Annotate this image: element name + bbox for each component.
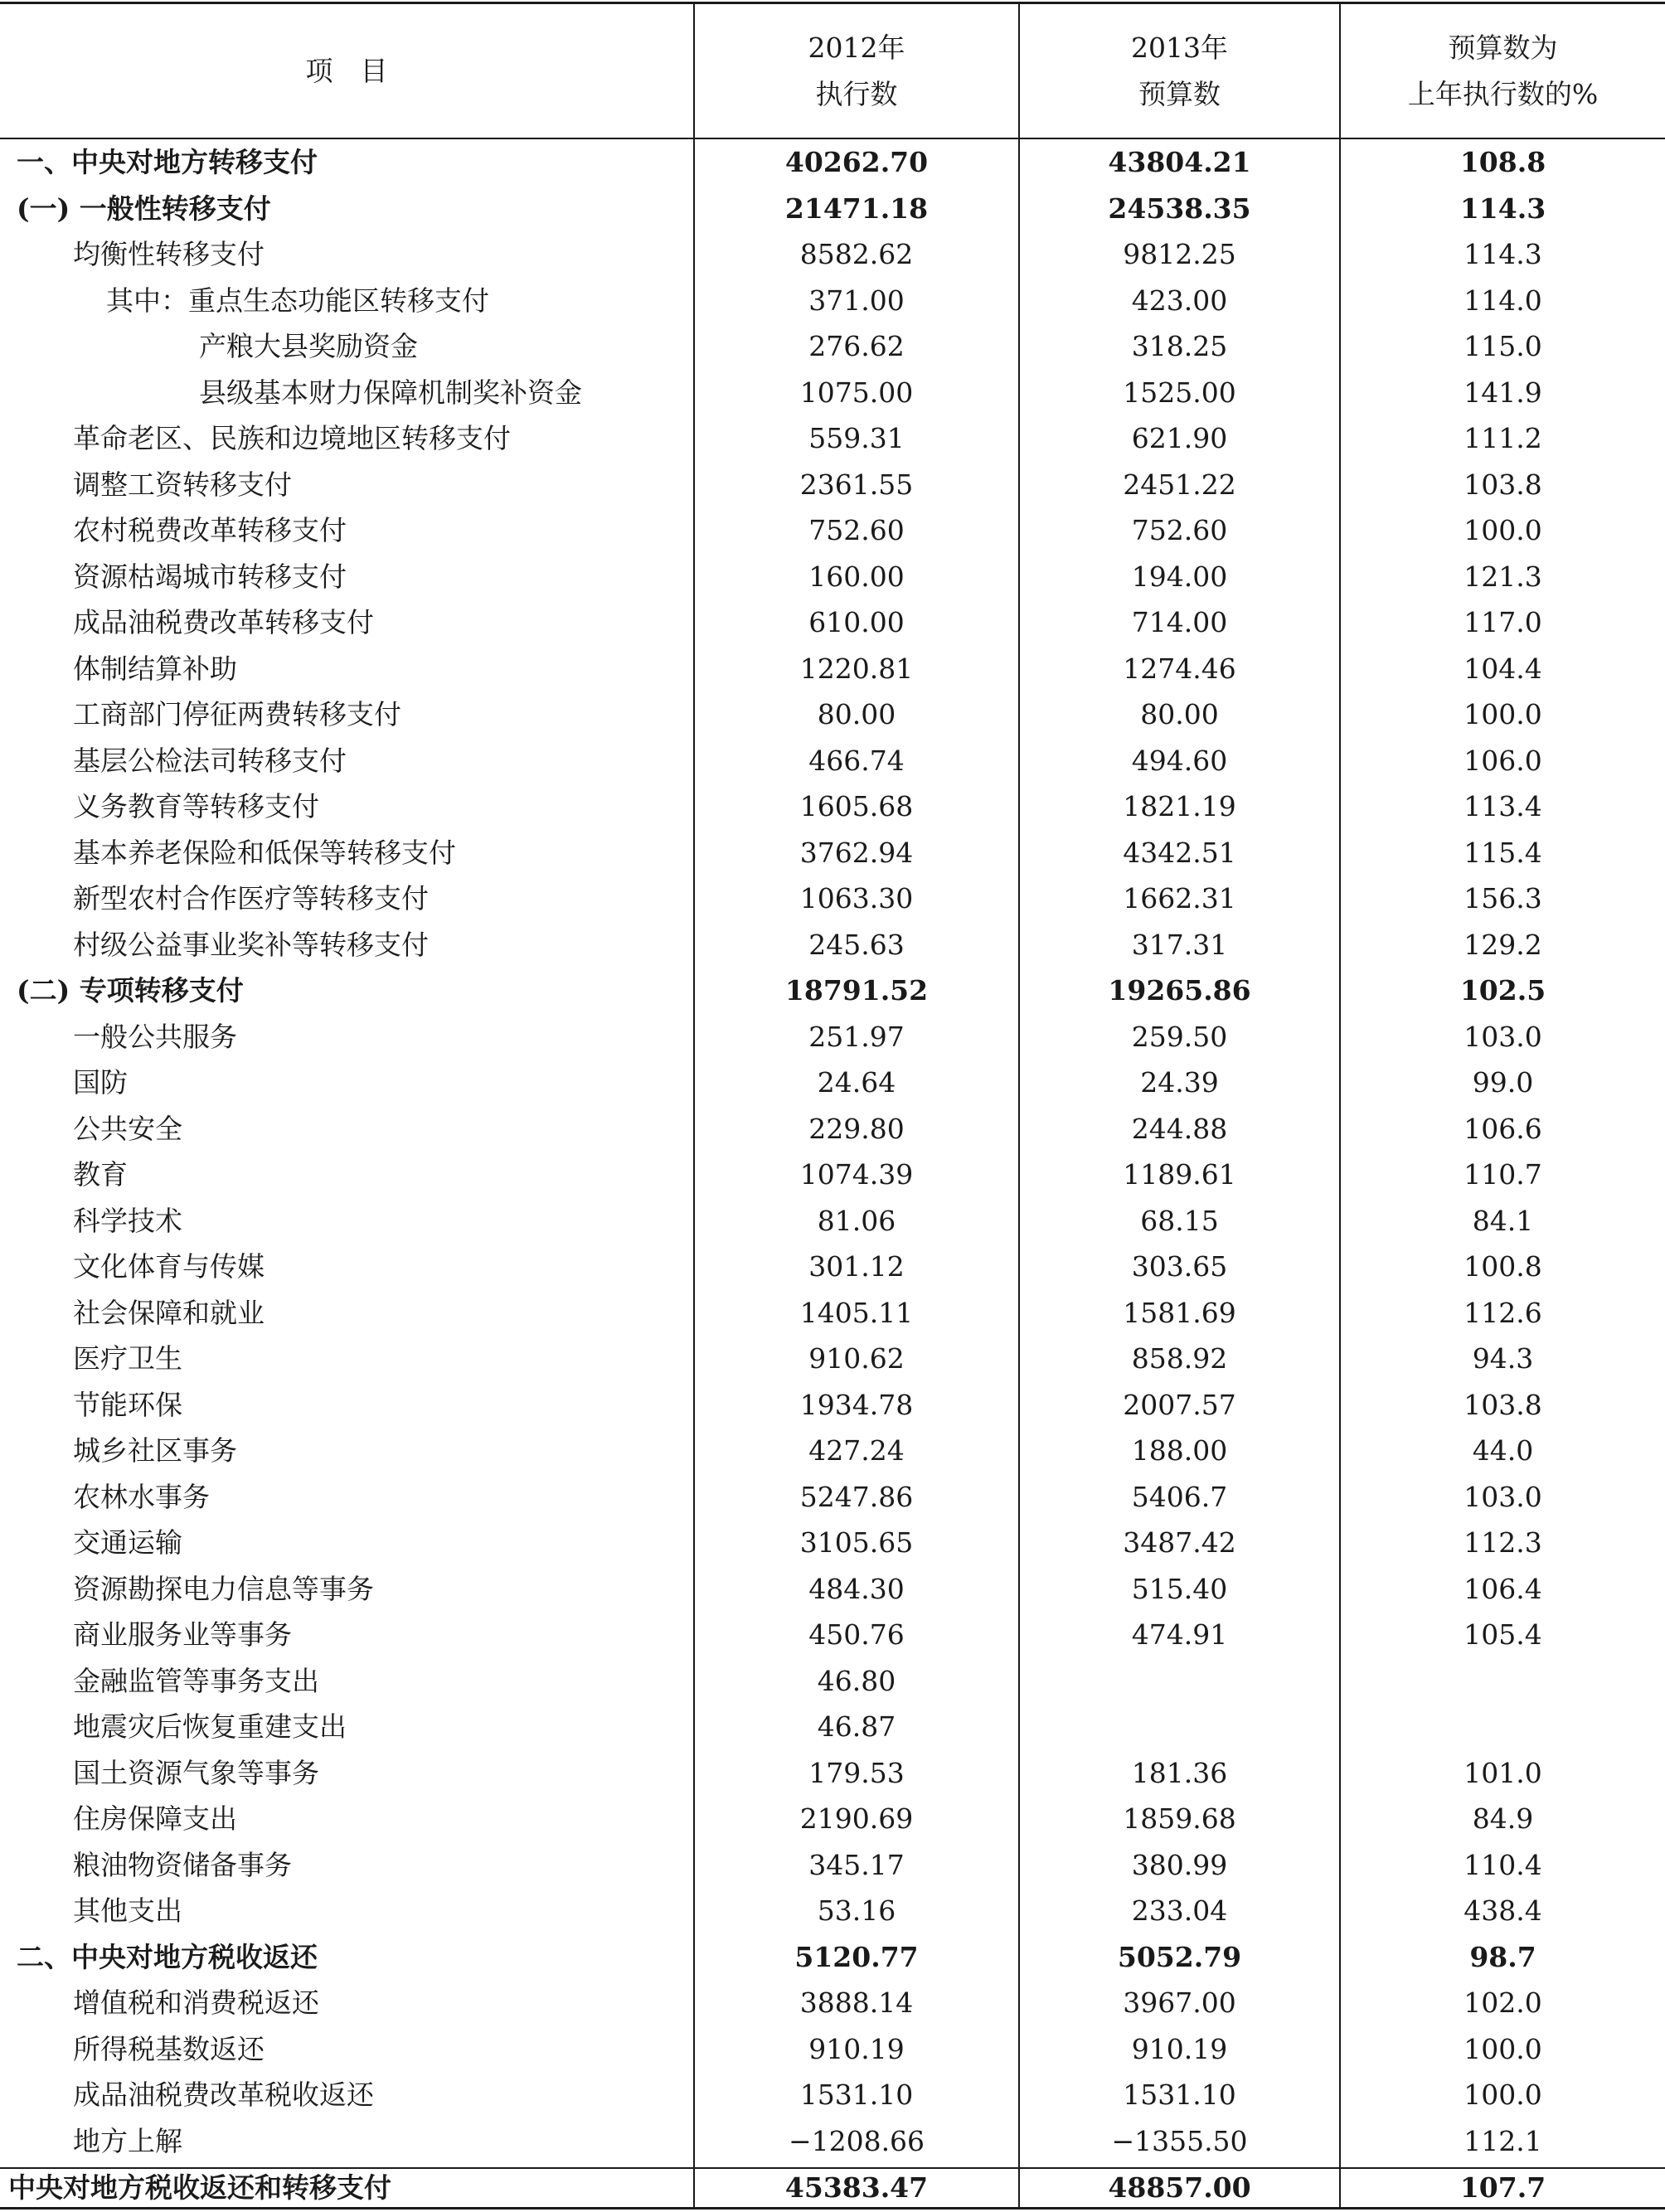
row-2013-value: 9812.25 [1123,238,1236,270]
table-row [0,323,1665,370]
row-percent: 106.6 [1464,1112,1542,1145]
row-2013-value: 494.60 [1131,744,1228,777]
row-label: 商业服务业等事务 [73,1618,292,1651]
row-2013-value: 752.60 [1131,514,1228,546]
row-label: 村级公益事业奖补等转移支付 [73,928,429,961]
table-row [0,968,1665,1014]
row-2013-value: 1581.69 [1123,1296,1236,1329]
row-label: 粮油物资储备事务 [73,1848,292,1881]
total-label: 中央对地方税收返还和转移支付 [8,2171,391,2204]
row-label: 均衡性转移支付 [73,238,265,270]
row-2012-value: 251.97 [808,1020,905,1053]
row-label: 成品油税费改革税收返还 [73,2079,374,2111]
row-percent: 102.5 [1459,974,1546,1007]
row-2012-value: 245.63 [808,928,905,961]
row-percent: 108.8 [1459,146,1546,178]
row-label: 调整工资转移支付 [73,468,292,501]
row-percent: 105.4 [1464,1618,1542,1651]
row-label: 交通运输 [73,1526,182,1559]
row-percent: 102.0 [1464,1986,1542,2019]
row-label: 国土资源气象等事务 [73,1756,319,1789]
row-label: 住房保障支出 [73,1802,237,1835]
table-row [0,139,1665,186]
row-label: 新型农村合作医疗等转移支付 [73,882,429,914]
row-percent: 84.9 [1472,1802,1534,1835]
row-percent: 100.0 [1464,514,1542,546]
total-2013: 48857.00 [1108,2171,1251,2204]
row-2013-value: 1859.68 [1123,1802,1236,1835]
row-label: 农村税费改革转移支付 [73,514,347,546]
row-2012-value: 276.62 [808,330,905,362]
row-label: 资源枯竭城市转移支付 [73,560,347,593]
row-2013-value: 1189.61 [1123,1158,1236,1191]
row-label: (二) 专项转移支付 [17,974,244,1007]
table-bottom-rule [0,2207,1665,2210]
table-row [0,1704,1665,1750]
table-row [0,507,1665,554]
row-2013-value: 1274.46 [1123,652,1236,685]
row-percent: 438.4 [1464,1894,1542,1927]
row-label: 资源勘探电力信息等事务 [73,1572,374,1605]
row-label: 体制结算补助 [73,652,237,685]
row-label: 科学技术 [73,1204,182,1237]
row-percent: 115.0 [1464,330,1542,362]
row-label: 其中：重点生态功能区转移支付 [106,284,489,317]
header-2012-year: 2012年 [808,31,905,64]
table-row [0,1152,1665,1198]
row-percent: 111.2 [1464,422,1542,454]
table-row [0,415,1665,462]
table-row [0,2072,1665,2118]
row-percent: 99.0 [1472,1066,1534,1099]
table-row [0,1474,1665,1521]
row-label: 一般公共服务 [73,1020,237,1053]
row-percent: 101.0 [1464,1756,1542,1789]
header-2012 [695,4,1018,138]
table-row [0,2118,1665,2165]
row-2012-value: 484.30 [808,1572,905,1605]
row-label: 义务教育等转移支付 [73,790,319,822]
row-2013-value: 5052.79 [1117,1940,1242,1973]
header-item-label: 项 目 [305,54,388,87]
row-percent: 103.0 [1464,1020,1542,1053]
row-percent: 121.3 [1464,560,1542,593]
table-row [0,1014,1665,1060]
row-2012-value: 1063.30 [799,882,914,914]
row-2013-value: 318.25 [1131,330,1228,362]
row-percent: 104.4 [1464,652,1542,685]
row-2012-value: 1074.39 [799,1158,914,1191]
row-label: 城乡社区事务 [73,1434,237,1467]
table-row [0,231,1665,278]
table-row [0,2026,1665,2073]
row-2013-value: 474.91 [1131,1618,1228,1651]
row-label: 增值税和消费税返还 [73,1986,319,2019]
row-2013-value: 259.50 [1131,1020,1228,1053]
table-row [0,1888,1665,1934]
row-2013-value: 68.15 [1140,1204,1219,1237]
row-2013-value: 4342.51 [1123,836,1236,869]
row-label: 其他支出 [73,1894,182,1927]
table-row [0,1060,1665,1106]
row-2013-value: 24538.35 [1108,192,1251,225]
row-2013-value: 188.00 [1131,1434,1228,1467]
row-label: 革命老区、民族和边境地区转移支付 [73,422,511,454]
header-percent-line2: 上年执行数的% [1407,77,1599,110]
row-percent [1341,1658,1665,1705]
row-percent: 110.4 [1464,1848,1542,1881]
table-row [0,1796,1665,1842]
row-label: 地震灾后恢复重建支出 [73,1710,347,1743]
row-2013-value: 910.19 [1131,2032,1228,2065]
row-2012-value: 5120.77 [794,1940,919,1973]
row-percent: 141.9 [1464,376,1542,409]
row-percent: 114.0 [1464,284,1542,317]
header-percent [1341,4,1665,138]
row-2013-value: 80.00 [1140,698,1219,730]
row-2012-value: 46.87 [817,1710,896,1743]
total-percent: 107.7 [1459,2171,1546,2204]
header-item [0,4,693,138]
row-2012-value: 910.62 [808,1342,905,1375]
header-2013 [1020,4,1339,138]
row-2012-value: 80.00 [817,698,896,730]
row-percent: 114.3 [1459,192,1546,225]
row-percent [1341,1704,1665,1750]
row-2013-value: 194.00 [1131,560,1228,593]
row-2013-value: 317.31 [1131,928,1228,961]
table-row [0,554,1665,600]
table-row [0,691,1665,738]
row-label: 所得税基数返还 [73,2032,265,2065]
row-label: 金融监管等事务支出 [73,1664,319,1697]
row-percent: 117.0 [1464,606,1542,638]
row-percent: 106.0 [1464,744,1542,777]
row-label: 成品油税费改革转移支付 [73,606,374,638]
table-row [0,646,1665,692]
row-label: 节能环保 [73,1388,182,1421]
row-2012-value: 559.31 [808,422,905,454]
row-2012-value: 160.00 [808,560,905,593]
table-row [0,1198,1665,1244]
row-2013-value: 24.39 [1140,1066,1219,1099]
row-percent: 114.3 [1464,238,1542,270]
row-2012-value: 8582.62 [799,238,914,270]
table-row [0,922,1665,968]
row-2012-value: 2361.55 [799,468,914,501]
row-2013-value: −1355.50 [1111,2124,1248,2157]
row-2012-value: 450.76 [808,1618,905,1651]
row-percent: 100.0 [1464,698,1542,730]
row-2013-value: 1662.31 [1123,882,1236,914]
row-label: 基本养老保险和低保等转移支付 [73,836,456,869]
row-2013-value: 5406.7 [1131,1480,1228,1513]
row-percent: 94.3 [1472,1342,1534,1375]
table-row [0,1566,1665,1613]
row-2013-value: 233.04 [1131,1894,1228,1927]
row-2013-value: 2451.22 [1123,468,1236,501]
row-percent: 103.0 [1464,1480,1542,1513]
row-2012-value: 24.64 [817,1066,896,1099]
row-percent: 100.8 [1464,1250,1542,1283]
row-percent: 103.8 [1464,1388,1542,1421]
row-2013-value: 858.92 [1131,1342,1228,1375]
table-row [0,830,1665,876]
row-2012-value: −1208.66 [788,2124,925,2157]
row-2012-value: 610.00 [808,606,905,638]
row-2013-value: 181.36 [1131,1756,1228,1789]
row-2012-value: 910.19 [808,2032,905,2065]
row-percent: 115.4 [1464,836,1542,869]
row-2012-value: 1220.81 [799,652,914,685]
total-2012: 45383.47 [784,2171,929,2204]
row-2012-value: 81.06 [817,1204,896,1237]
row-2012-value: 2190.69 [799,1802,914,1835]
row-2012-value: 371.00 [808,284,905,317]
row-percent: 103.8 [1464,468,1542,501]
table-row [0,783,1665,830]
row-2013-value: 1821.19 [1123,790,1236,822]
row-percent: 112.3 [1464,1526,1542,1559]
header-2013-label: 预算数 [1138,77,1221,110]
row-2012-value: 229.80 [808,1112,905,1145]
row-2012-value: 301.12 [808,1250,905,1283]
row-2012-value: 3888.14 [799,1986,914,2019]
row-2012-value: 5247.86 [799,1480,914,1513]
row-label: (一) 一般性转移支付 [17,192,271,225]
row-label: 公共安全 [73,1112,182,1145]
row-2013-value: 303.65 [1131,1250,1228,1283]
row-2012-value: 179.53 [808,1756,905,1789]
table-row [0,462,1665,508]
row-label: 产粮大县奖励资金 [199,330,418,362]
row-2013-value: 2007.57 [1123,1388,1236,1421]
row-label: 地方上解 [73,2124,182,2157]
table-row [0,1244,1665,1290]
row-2013-value [1020,1658,1339,1705]
row-2012-value: 3105.65 [799,1526,914,1559]
row-2012-value: 466.74 [808,744,905,777]
table-row [0,1106,1665,1152]
row-label: 工商部门停征两费转移支付 [73,698,401,730]
row-2012-value: 46.80 [817,1664,896,1697]
total-row [0,2169,1665,2207]
row-2013-value: 1525.00 [1123,376,1236,409]
row-2012-value: 345.17 [808,1848,905,1881]
row-label: 社会保障和就业 [73,1296,265,1329]
row-2012-value: 752.60 [808,514,905,546]
row-2013-value [1020,1704,1339,1750]
table-row [0,278,1665,324]
row-label: 教育 [73,1158,128,1191]
header-2012-label: 执行数 [815,77,898,110]
row-percent: 156.3 [1464,882,1542,914]
table-row [0,1336,1665,1382]
row-percent: 100.0 [1464,2032,1542,2065]
table-row [0,1842,1665,1889]
header-2013-year: 2013年 [1131,31,1228,64]
row-percent: 110.7 [1464,1158,1542,1191]
row-label: 一、中央对地方转移支付 [17,146,318,178]
table-row [0,186,1665,232]
row-2012-value: 21471.18 [784,192,929,225]
table-row [0,1980,1665,2026]
table-row [0,738,1665,784]
row-percent: 112.1 [1464,2124,1542,2157]
row-2012-value: 40262.70 [784,146,929,178]
row-2013-value: 3487.42 [1123,1526,1236,1559]
row-label: 农林水事务 [73,1480,210,1513]
row-percent: 112.6 [1464,1296,1542,1329]
row-percent: 98.7 [1469,1940,1536,1973]
row-percent: 100.0 [1464,2079,1542,2111]
row-2013-value: 423.00 [1131,284,1228,317]
table-row [0,1658,1665,1705]
row-label: 二、中央对地方税收返还 [17,1940,318,1973]
row-label: 县级基本财力保障机制奖补资金 [199,376,582,409]
row-percent: 44.0 [1472,1434,1534,1467]
row-label: 国防 [73,1066,128,1099]
row-2012-value: 1405.11 [799,1296,914,1329]
table-row [0,1428,1665,1474]
row-2013-value: 43804.21 [1108,146,1251,178]
row-2012-value: 427.24 [808,1434,905,1467]
table-row [0,1520,1665,1566]
row-2012-value: 1531.10 [799,2079,914,2111]
table-row [0,1612,1665,1658]
table-row [0,1382,1665,1429]
table-row [0,1750,1665,1797]
table-row [0,599,1665,646]
header-percent-line1: 预算数为 [1448,31,1558,64]
row-label: 文化体育与传媒 [73,1250,265,1283]
table-body [0,139,1665,2164]
row-2013-value: 244.88 [1131,1112,1228,1145]
row-label: 基层公检法司转移支付 [73,744,347,777]
row-2012-value: 1075.00 [799,376,914,409]
row-2012-value: 1934.78 [799,1388,914,1421]
row-percent: 113.4 [1464,790,1542,822]
row-2013-value: 1531.10 [1123,2079,1236,2111]
row-2013-value: 714.00 [1131,606,1228,638]
row-label: 医疗卫生 [73,1342,182,1375]
row-2012-value: 1605.68 [799,790,914,822]
row-2013-value: 19265.86 [1108,974,1251,1007]
row-2012-value: 18791.52 [784,974,929,1007]
row-percent: 84.1 [1472,1204,1534,1237]
row-2013-value: 515.40 [1131,1572,1228,1605]
row-percent: 129.2 [1464,928,1542,961]
row-2013-value: 380.99 [1131,1848,1228,1881]
row-2013-value: 3967.00 [1123,1986,1236,2019]
row-2013-value: 621.90 [1131,422,1228,454]
table-row [0,1934,1665,1981]
table-row [0,1290,1665,1336]
row-2012-value: 3762.94 [799,836,914,869]
row-2012-value: 53.16 [817,1894,896,1927]
table-row [0,370,1665,416]
row-percent: 106.4 [1464,1572,1542,1605]
table-row [0,876,1665,922]
